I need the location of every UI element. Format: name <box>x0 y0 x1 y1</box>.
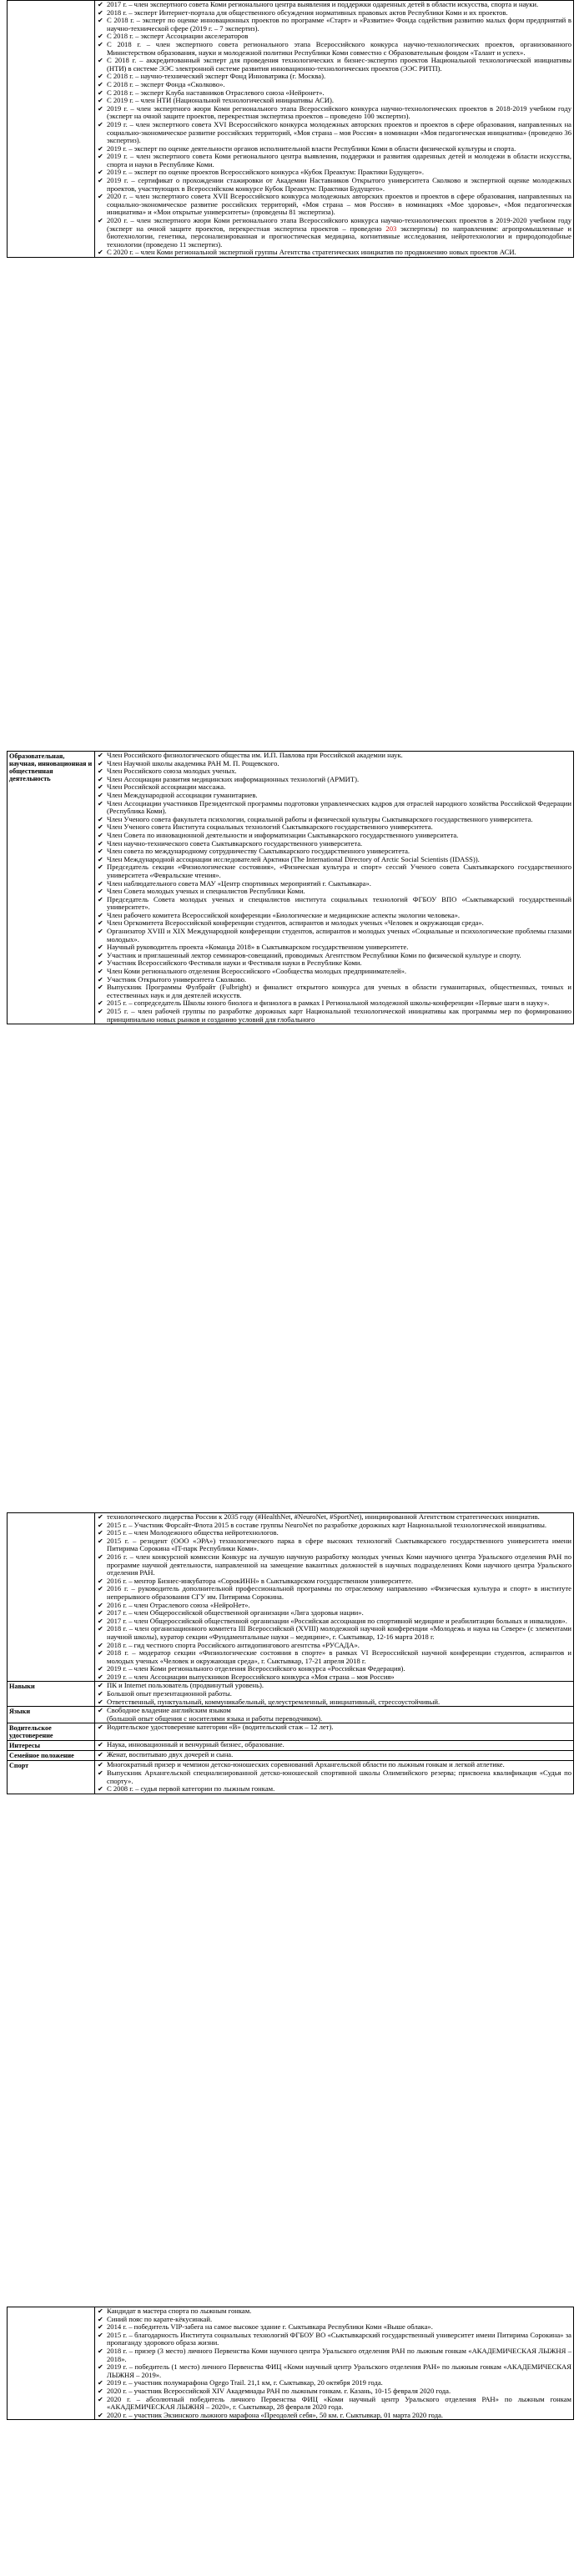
list-item: ✔ 2020 г. – участник Всероссийской XIV Академиады РАН по лыжным гонкам. г. Казань, 10-15 февраля 2020 года. <box>97 2387 571 2396</box>
list-item: ✔ Член Ассоциации развития медицинских информационных технологий (АРМИТ). <box>97 776 571 784</box>
list-item: ✔ Участник Всероссийского Фестиваля науки и Фестиваля науки в Республике Коми. <box>97 959 571 968</box>
list-item: ✔ 2016 г. – член конкурсной комиссии Конкурс на лучшую научную разработку молодых ученых Коми научного центра Уральского отделения РАН по программе научной деятельности, направленной на замещение вакантных должностей в научных подразделениях Коми научного центра Уральского отделения РАН. <box>97 1553 571 1577</box>
cv-table-personal <box>7 1512 574 1794</box>
list-item: ✔ Член рабочего комитета Всероссийской конференции «Биологические и медицинские аспекты экологии человека». <box>97 912 571 920</box>
list-item: ✔ 2019 г. – сертификат о прохождении стажировки от Академии Наставников Открытого университета Сколково и экспертной оценке молодежных проектов, участвующих в Всероссийском конкурсе Кубок Преактум: Практики Будущего». <box>97 177 571 193</box>
list-item: ✔ 2015 г. – благодарность Института социальных технологий ФГБОУ ВО «Сыктывкарский государственный университет имени Питирима Сорокина» за пропаганду здорового образа жизни. <box>97 2332 571 2347</box>
section-label-activity: Образовательная, научная, инновационная и общественная деятельность <box>8 752 95 1024</box>
list-item: ✔ С 2008 г. – судья первой категории по лыжным гонкам. <box>97 1785 571 1794</box>
section-content <box>95 1513 574 1682</box>
cv-table-activity <box>7 751 574 1024</box>
list-item: ✔ Свободное владение английским языком <box>97 1707 571 1715</box>
list-item: ✔ 2018 г. – член организационного комитета III Всероссийской (XVIII) молодежной научной конференции «Молодежь и наука на Севере» (с элементами научной школы), куратор секции «Фундаментальные науки – медицине», г. Сыктывкар, 12-16 марта 2018 г. <box>97 1625 571 1641</box>
list-item: ✔ Ответственный, пунктуальный, коммуникабельный, целеустремленный, инициативный, стрессоустойчивый. <box>97 1698 571 1707</box>
list-item: ✔ 2019 г. – эксперт по оценке деятельности органов исполнительной власти Республики Коми в области физической культуры и спорта. <box>97 145 571 153</box>
section-list <box>95 1682 573 1706</box>
list-item: ✔ Многократный призер и чемпион детско-юношеских соревнований Архангельской области по лыжным гонкам и легкой атлетике. <box>97 1761 571 1769</box>
list-item: ✔ 2020 г. – абсолютный победитель личного Первенства ФИЦ «Коми научный центр Уральского отделения РАН» по лыжным гонкам «АКАДЕМИЧЕСКАЯ ЛЫЖНЯ – 2020», г. Сыктывкар, 28 февраля 2020 года. <box>97 2396 571 2412</box>
list-item: ✔ Женат, воспитываю двух дочерей и сына. <box>97 1751 571 1759</box>
section-list <box>95 1723 573 1732</box>
list-item: ✔ Член Международной ассоциации гуманитариев. <box>97 792 571 800</box>
list-item: ✔ Председатель Совета молодых ученых и специалистов института социальных технологий ФГБОУ ВПО «Сыктывкарский государственный университет». <box>97 896 571 912</box>
list-item: ✔ 2015 г. – резидент (ООО «ЭРА») технологического парка в сфере высоких технологий Сыктывкарского государственного университета имени Питирима Сорокина «IT-парк Республики Коми». <box>97 1537 571 1553</box>
list-item: ✔ Член Ученого совета Института социальных технологий Сыктывкарского государственного университета. <box>97 823 571 832</box>
section-list <box>95 1707 573 1723</box>
list-item: ✔ Член Научной школы академика РАН М. П. Рощевского. <box>97 760 571 768</box>
list-item: ✔ С 2018 г. – эксперт по оценке инновационных проектов по программе «Старт» и «Развитие» Фонда содействия развитию малых форм предприятий в научно-технической сфере (2019 г. – 7 экспертиз). <box>97 17 571 33</box>
section-list <box>95 1751 573 1759</box>
section-label: Навыки <box>8 1682 95 1707</box>
section-label: Интересы <box>8 1741 95 1751</box>
section-content <box>95 1 574 258</box>
list-item: ✔ 2019 г. – эксперт по оценке проектов Всероссийского конкурса «Кубок Преактум: Практики Будущего». <box>97 169 571 177</box>
list-item: ✔ Организатор XVIII и XIX Международной конференции студентов, аспирантов и молодых ученых «Социальные и психологические проблемы глазами молодых». <box>97 928 571 943</box>
list-item: ✔ С 2018 г. – эксперт Ассоциации акселераторов <box>97 33 571 41</box>
list-item: ✔ 2019 г. – член Ассоциации выпускников Всероссийского конкурса «Моя страна – моя Россия» <box>97 1673 571 1682</box>
section-label: Водительское удостоверение <box>8 1723 95 1741</box>
list-item: ✔ Член Ученого совета факультета психологии, социальной работы и физической культуры Сыктывкарского государственного университета. <box>97 816 571 824</box>
sport-achievements-list <box>95 2307 573 2419</box>
list-item: ✔ 2019 г. – победитель (1 место) личного Первенства ФИЦ «Коми научный центр Уральского отделения РАН» по лыжным гонкам «АКАДЕМИЧЕСКАЯ ЛЫЖНЯ – 2019». <box>97 2363 571 2379</box>
list-item: ✔ 2015 г. – Участник Форсайт-Флота 2015 в составе группы NeuroNet по разработке дорожных карт Национальной технологической инициативы. <box>97 1522 571 1530</box>
list-item: ✔ Научный руководитель проекта «Команда 2018» в Сыктывкарском государственном университете. <box>97 943 571 952</box>
list-item: ✔ 2017 г. – член Общероссийской общественной организации «Российская ассоциация по спортивной медицине и реабилитации больных и инвалидов». <box>97 1618 571 1626</box>
section-list <box>95 1741 573 1749</box>
section-content <box>95 1741 574 1751</box>
list-item: ✔ 2018 г. – модератор секции «Физиологические состояния в спорте» в рамках VI Всероссийской научной конференции студентов, аспирантов и молодых ученых «Человек и окружающая среда», г. Сыктывкар, 17-21 апреля 2018 г. <box>97 1649 571 1665</box>
section-content <box>95 1761 574 1794</box>
list-item: ✔ 2015 г. – член рабочей группы по разработке дорожных карт Национальной технологической инициативы как программы мер по формированию принципиально новых рынков и созданию условий для глобального <box>97 1008 571 1024</box>
list-item: ✔ 2017 г. – член экспертного совета Коми регионального центра выявления и поддержки одаренных детей в области искусства, спорта и науки. <box>97 1 571 9</box>
list-item: ✔ ПК и Internet пользователь (продвинутый уровень). <box>97 1682 571 1690</box>
section-content <box>95 2307 574 2420</box>
list-item: ✔ 2018 г. – гид честного спорта Российского антидопингового агентства «РУСАДА». <box>97 1642 571 1650</box>
list-item: ✔ 2018 г. – эксперт Интернет-портала для общественного обсуждения нормативных правовых актов Республики Коми и их проектов. <box>97 9 571 18</box>
list-item: ✔ Наука, инновационный и венчурный бизнес, образование. <box>97 1741 571 1749</box>
list-item: ✔ 2019 г. – член экспертного совета XVI Всероссийского конкурса молодежных авторских проектов и проектов в сфере образования, направленных на социально-экономическое развитие российских территорий, «Моя страна – моя Россия» в номинации «Моя педагогическая инициатива» (проведено 36 экспертиз). <box>97 121 571 145</box>
list-item: ✔ Член Оргкомитета Всероссийской конференции студентов, аспирантов и молодых ученых «Человек и окружающая среда». <box>97 919 571 928</box>
list-item: ✔ Большой опыт презентационной работы. <box>97 1690 571 1698</box>
section-list <box>95 1761 573 1793</box>
list-item: ✔ Член Совета по инновационной деятельности и информатизации Сыктывкарского государственного университета. <box>97 832 571 840</box>
section-content <box>95 1707 574 1723</box>
list-item: ✔ С 2018 г. – эксперт Клуба наставников Отраслевого союза «Нейронет». <box>97 89 571 98</box>
section-content <box>95 1682 574 1707</box>
list-item: ✔ Член совета по международному сотрудничеству Сыктывкарского государственного университета. <box>97 848 571 856</box>
activity-list <box>95 752 573 1024</box>
list-item: ✔ 2020 г. – член экспертного жюри Коми регионального этапа Всероссийского конкурса научно-технологических проектов в 2019-2020 учебном году (эксперт на очной защите проектов, перекрестная экспертиза проектов – проведено 203 экспертизы) по направлениям: агропромышленные и биотехнологии, генетика, персонализированная и прогностическая медицина, когнитивные исследования, нейротехнологии и природоподобные технологии (проведено 11 экспертиз). <box>97 217 571 249</box>
section-label: Языки <box>8 1707 95 1723</box>
list-item: ✔ Член Международной ассоциации исследователей Арктики (The International Directory of Arctic Social Scientists (IDASS)). <box>97 856 571 864</box>
section-content <box>95 1723 574 1741</box>
section-content <box>95 1751 574 1761</box>
list-item: ✔ Участник Открытого университета Сколково. <box>97 976 571 984</box>
list-item: ✔ Член наблюдательного совета МАУ «Центр спортивных мероприятий г. Сыктывкара». <box>97 880 571 888</box>
list-item: ✔ С 2018 г. – научно-технический эксперт Фонд Инноватрика (г. Москва). <box>97 73 571 81</box>
list-item: ✔ Член Совета молодых ученых и специалистов Республики Коми. <box>97 888 571 896</box>
section-label-empty <box>8 1 95 258</box>
list-item: ✔ 2016 г. – член Отраслевого союза «НейроНет». <box>97 1602 571 1610</box>
list-item: ✔ Член Коми регионального отделения Всероссийского «Сообщества молодых предпринимателей». <box>97 968 571 976</box>
list-item: ✔ 2014 г. – победитель VIP-забега на самое высокое здание г. Сыктывкара Республики Коми «Выше облака». <box>97 2323 571 2332</box>
list-item: ✔ технологического лидерства России к 2035 году (#HealthNet, #NeuroNet, #SportNet), инициированной Агентством стратегических инициатив. <box>97 1513 571 1522</box>
list-item: ✔ 2016 г. – руководитель дополнительной профессиональной программы по отраслевому направлению «Физическая культура и спорт» в институте непрерывного образования СГУ им. Питирима Сорокина. <box>97 1585 571 1601</box>
section-label: Спорт <box>8 1761 95 1794</box>
list-item: ✔ С 2020 г. – член Коми региональной экспертной группы Агентства стратегических инициатив по продвижению новых проектов АСИ. <box>97 249 571 257</box>
highlighted-number: 203 <box>385 224 397 233</box>
list-item: ✔ 2018 г. – призер (3 место) личного Первенства Коми научного центра Уральского отделения РАН по лыжным гонкам «АКАДЕМИЧЕСКАЯ ЛЫЖНЯ – 2018». <box>97 2347 571 2363</box>
list-item: ✔ Член Ассоциации участников Президентской программы подготовки управленческих кадров для отраслей народного хозяйства Российской Федерации (Республика Коми). <box>97 800 571 816</box>
cv-table-sport-continued <box>7 2307 574 2420</box>
list-item: ✔ 2016 г. – ментор Бизнес-инкубатора «СорокИНН» в Сыктывкарском государственном университете. <box>97 1577 571 1586</box>
list-note: (большой опыт общения с носителями языка и работы переводчиком). <box>107 1713 323 1723</box>
list-item: ✔ Член Российской ассоциации массажа. <box>97 783 571 792</box>
list-item: ✔ Выпускник Программы Фулбрайт (Fulbright) и финалист открытого конкурса для ученых в области гуманитарных, общественных, точных и естественных наук и для деятелей искусств. <box>97 984 571 999</box>
list-item: ✔ 2019 г. – участник полумарафона Ogego Trail. 21,1 км, г. Сыктывкар, 20 октября 2019 года. <box>97 2379 571 2387</box>
list-item: ✔ Член научно-технического совета Сыктывкарского государственного университета. <box>97 840 571 848</box>
list-item: ✔ 2015 г. – сопредседатель Школы юного биолога и физиолога в рамках I Региональной молодежной школы-конференции «Первые шаги в науку». <box>97 999 571 1008</box>
list-item: ✔ Синий пояс по карате-кёкусинкай. <box>97 2316 571 2324</box>
list-item: ✔ Кандидат в мастера спорта по лыжным гонкам. <box>97 2307 571 2316</box>
list-item: ✔ Член Российского союза молодых ученых. <box>97 767 571 776</box>
list-item: ✔ 2019 г. – член Коми регионального отделения Всероссийского конкурса «Российская Федерация). <box>97 1665 571 1673</box>
section-label: Семейное положение <box>8 1751 95 1761</box>
section-label-empty <box>8 1513 95 1682</box>
list-item: ✔ 2015 г. – член Молодежного общества нейротехнологов. <box>97 1529 571 1537</box>
list-item: ✔ Участник и приглашенный лектор семинаров-совещаний, проводимых Агентством Республики Коми по физической культуре и спорту. <box>97 952 571 960</box>
cv-table-expertise <box>7 0 574 258</box>
list-item: ✔ С 2019 г. – член НТИ (Национальной технологической инициативы АСИ). <box>97 97 571 105</box>
list-item: ✔ С 2018 г. – аккредитованный эксперт для проведения технологических и бизнес-экспертиз проектов Национальной технологической инициативы (НТИ) в системе ЭЭС электронной системе развития инновационно-технологических проектов (ЭЭС РИТП). <box>97 57 571 73</box>
list-item: ✔ Член Российского физиологического общества им. И.П. Павлова при Российской академии наук. <box>97 752 571 760</box>
list-item: ✔ 2019 г. – член экспертного совета Коми регионального центра выявления, поддержки и развития одаренных детей и молодежи в области искусства, спорта и науки в Республике Коми. <box>97 153 571 169</box>
list-item: ✔ 2020 г. – участник Экзинского лыжного марафона «Преодолей себя», 50 км. г. Сыктывкар, 01 марта 2020 года. <box>97 2412 571 2420</box>
list-item: ✔ 2020 г. – член экспертного совета XVII Всероссийского конкурса молодежных авторских проектов и проектов в сфере образования, направленных на социально-экономическое развитие российских территорий, «Моя страна – моя Россия» в номинациях «Мое здоровье», «Моя педагогическая инициатива» и «Мои открытые университеты» (проведены 81 экспертиза). <box>97 193 571 217</box>
list-item: ✔ 2019 г. – член экспертного жюри Коми регионального этапа Всероссийского конкурса научно-технологических проектов в 2018-2019 учебном году (эксперт на очной защите проектов, перекрестная экспертиза проектов – проведено 100 экспертиз). <box>97 105 571 121</box>
list-item: ✔ С 2018 г. – член экспертного совета регионального этапа Всероссийского конкурса научно-технологических проектов, организованного Министерством образования, науки и молодежной политики Республики Коми совместно с Образовательным фондом «Талант и успех». <box>97 41 571 57</box>
list-item: ✔ Выпускник Архангельской специализированной детско-юношеской спортивной школы Олимпийского резерва; присвоена квалификация «Судья по спорту». <box>97 1769 571 1785</box>
list-item: ✔ Председатель секции «Физиологические состояния», «Физическая культура и спорт» сессий Ученого совета Сыктывкарского государственного университета «Февральские чтения». <box>97 863 571 879</box>
list-item: ✔ С 2018 г. – эксперт Фонда «Сколково». <box>97 81 571 89</box>
list-item: ✔ 2017 г. – член Общероссийской общественной организации «Лига здоровья нации». <box>97 1609 571 1618</box>
section-label-empty <box>8 2307 95 2420</box>
list-item: ✔ Водительское удостоверение категории «В» (водительский стаж – 12 лет). <box>97 1723 571 1732</box>
section-content <box>95 752 574 1024</box>
expertise-list <box>95 1 573 257</box>
activity-list-continued <box>95 1513 573 1681</box>
